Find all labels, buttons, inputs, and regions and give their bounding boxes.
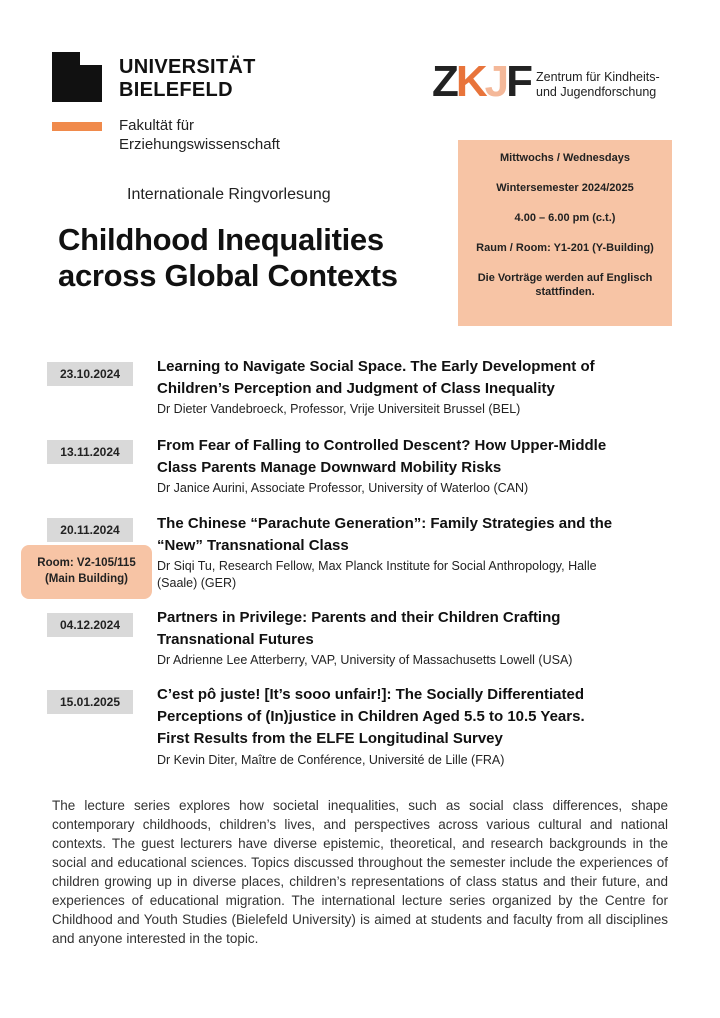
info-language-line1: Die Vorträge werden auf Englisch xyxy=(477,272,653,284)
lecture-title xyxy=(157,356,677,400)
info-language-line2: stattfinden. xyxy=(535,286,595,298)
lecture-date: 13.11.2024 xyxy=(47,440,133,464)
lecture-title-line: From Fear of Falling to Controlled Descent? How Upper-Middle xyxy=(157,437,607,454)
lecture-speaker: Dr Dieter Vandebroeck, Professor, Vrije Universiteit Brussel (BEL) xyxy=(157,402,521,416)
lecture-title-line: Transnational Futures xyxy=(157,631,314,648)
room-change-note xyxy=(21,545,152,599)
lecture-title-line: Class Parents Manage Downward Mobility Risks xyxy=(157,459,502,476)
faculty-line2: Erziehungswissenschaft xyxy=(119,136,280,153)
lecture-speaker: Dr Adrienne Lee Atterberry, VAP, University of Massachusetts Lowell (USA) xyxy=(157,653,573,667)
zkjf-logo xyxy=(432,57,531,106)
zkjf-name xyxy=(536,70,660,100)
page-title xyxy=(58,222,398,294)
lecture-date: 20.11.2024 xyxy=(47,518,133,542)
faculty-accent-bar xyxy=(52,122,102,131)
lecture-speaker: Dr Kevin Diter, Maître de Conférence, Université de Lille (FRA) xyxy=(157,753,505,767)
lecture-title xyxy=(157,435,677,479)
lecture-title xyxy=(157,684,677,750)
faculty-line1: Fakultät für xyxy=(119,117,195,134)
schedule-info-box xyxy=(458,140,672,326)
lecture-title-line: First Results from the ELFE Longitudinal Survey xyxy=(157,730,503,747)
zkjf-letter-k: K xyxy=(455,57,485,106)
lecture-title-line: Learning to Navigate Social Space. The Early Development of xyxy=(157,358,595,375)
lecture-speaker-line: (Saale) (GER) xyxy=(157,576,237,590)
room-note-line1: Room: V2-105/115 xyxy=(37,557,136,569)
info-room: Raum / Room: Y1-201 (Y-Building) xyxy=(476,242,654,254)
zkjf-name-line1: Zentrum für Kindheits- xyxy=(536,70,660,84)
series-description: The lecture series explores how societal inequalities, such as social class differences, shape contemporary childhoods, children’s lives, and perspectives across various cultural and national contexts. The guest lecturers have diverse epistemic, theoretical, and research backgrounds in the social and educational sciences. Topics discussed throughout the semester include the experiences of children growing up in diverse places, children’s representations of class status and their future, and experiences of educational migration. The international lecture series organized by the Centre for Childhood and Youth Studies (Bielefeld University) is aimed at students and faculty from all disciplines and anyone interested in the topic. xyxy=(52,798,668,946)
room-note-line2: (Main Building) xyxy=(44,573,129,585)
faculty-name xyxy=(119,116,280,154)
info-semester: Wintersemester 2024/2025 xyxy=(496,182,634,194)
university-name xyxy=(119,56,256,102)
university-logo-mark xyxy=(52,52,102,102)
lecture-date: 04.12.2024 xyxy=(47,613,133,637)
lecture-date: 23.10.2024 xyxy=(47,362,133,386)
lecture-title xyxy=(157,607,677,651)
lecture-title-line: Partners in Privilege: Parents and their Children Crafting xyxy=(157,609,561,626)
zkjf-letter-z: Z xyxy=(432,57,456,106)
lecture-title-line: Children’s Perception and Judgment of Class Inequality xyxy=(157,380,555,397)
lecture-title-line: C’est pô juste! [It’s sooo unfair!]: The Socially Differentiated xyxy=(157,686,584,703)
lecture-date: 15.01.2025 xyxy=(47,690,133,714)
zkjf-name-line2: und Jugendforschung xyxy=(536,85,657,99)
lecture-speaker xyxy=(157,558,677,592)
lecture-speaker: Dr Janice Aurini, Associate Professor, University of Waterloo (CAN) xyxy=(157,481,529,495)
lecture-title-line: The Chinese “Parachute Generation”: Family Strategies and the xyxy=(157,515,613,532)
lecture-title-line: Perceptions of (In)justice in Children Aged 5.5 to 10.5 Years. xyxy=(157,708,585,725)
series-label: Internationale Ringvorlesung xyxy=(127,186,331,203)
lecture-title xyxy=(157,513,677,557)
university-name-line1: UNIVERSITÄT xyxy=(119,56,256,78)
page-title-line1: Childhood Inequalities xyxy=(58,222,384,257)
zkjf-letter-j: J xyxy=(484,57,507,106)
info-time: 4.00 – 6.00 pm (c.t.) xyxy=(514,212,616,224)
page-title-line2: across Global Contexts xyxy=(58,258,398,293)
lecture-title-line: “New” Transnational Class xyxy=(157,537,349,554)
zkjf-letter-f: F xyxy=(506,57,531,106)
university-name-line2: BIELEFELD xyxy=(119,79,233,101)
info-day: Mittwochs / Wednesdays xyxy=(500,152,630,164)
lecture-speaker-line: Dr Siqi Tu, Research Fellow, Max Planck Institute for Social Anthropology, Halle xyxy=(157,559,597,573)
